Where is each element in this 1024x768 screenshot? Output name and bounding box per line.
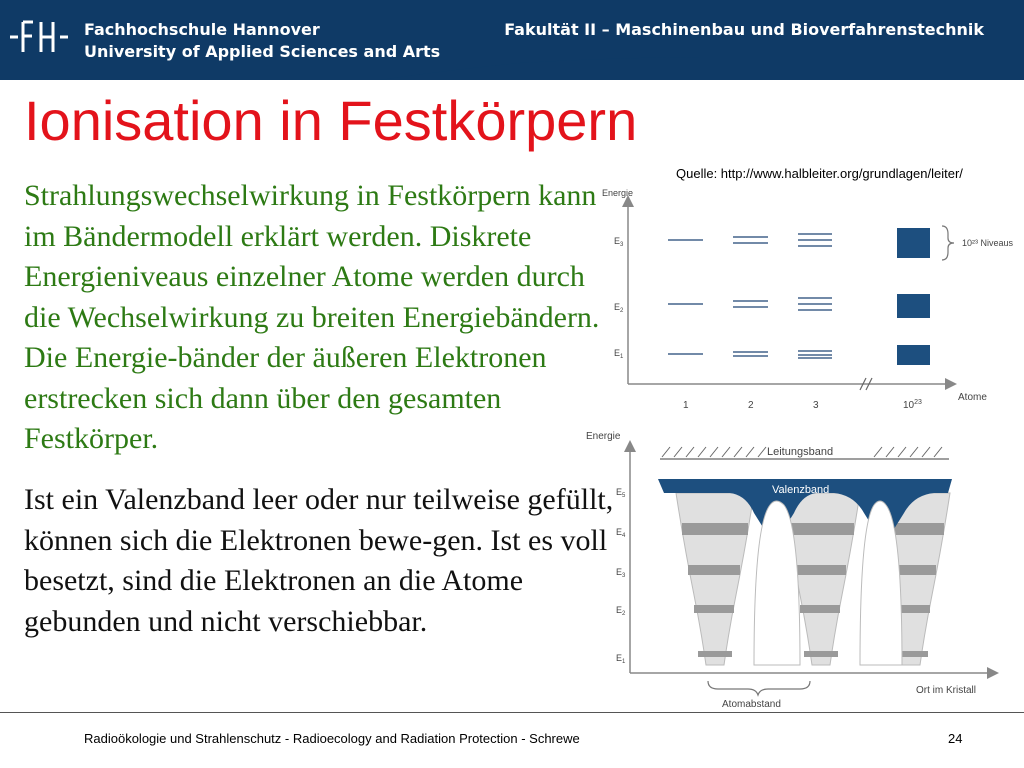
bottom-y-axis-label: Energie (586, 431, 621, 442)
top-x-tick-3: 3 (813, 400, 819, 411)
top-annotation: 10²³ Niveaus (962, 238, 1014, 248)
band-e3 (897, 228, 930, 258)
footer-text: Radioökologie und Strahlenschutz - Radioecology and Radiation Protection - Schrewe (84, 731, 580, 746)
top-x-tick-4: $10^{23}$ (903, 399, 922, 411)
conduction-band-label: Leitungsband (767, 446, 834, 458)
valence-band-label: Valenzband (772, 484, 830, 496)
energy-levels-diagram (598, 184, 1014, 414)
bottom-level-e3: $E_3$ (616, 567, 626, 579)
bottom-level-e5: $E_5$ (616, 487, 626, 499)
top-x-tick-1: 1 (683, 400, 689, 411)
page-number: 24 (948, 731, 963, 746)
band-e2 (897, 294, 930, 318)
top-level-e1: $E_1$ (614, 348, 624, 360)
logo (8, 16, 70, 58)
university-name-en: University of Applied Sciences and Arts (84, 42, 441, 61)
band-e1 (897, 345, 930, 365)
bottom-level-e1: $E_1$ (616, 653, 626, 665)
top-x-axis-label: Atome (958, 392, 987, 403)
paragraph-bandmodel: Strahlungswechselwirkung in Festkörpern kann im Bändermodell erklärt werden. Diskrete Energieniveaus einzelner Atome werden durch die Wechselwirkung zu breiten Energiebändern. Die Energie-bänder der äußeren Elektronen erstrecken sich dann über den gesamten Festkörper. (24, 179, 600, 455)
paragraph-valence: Ist ein Valenzband leer oder nur teilweise gefüllt, können sich die Elektronen bewe-gen. Ist es voll besetzt, sind die Elektronen an die Atome gebunden und nicht verschiebbar. (24, 483, 614, 638)
bottom-level-e4: $E_4$ (616, 527, 626, 539)
source-citation: Quelle: http://www.halbleiter.org/grundlagen/leiter/ (676, 166, 963, 181)
footer-divider (0, 712, 1024, 713)
atom-distance-label: Atomabstand (722, 699, 781, 710)
location-label: Ort im Kristall (916, 685, 976, 696)
faculty-name: Fakultät II – Maschinenbau und Bioverfahrenstechnik (504, 20, 984, 39)
top-y-axis-label: Energie (602, 188, 634, 198)
bottom-level-e2: $E_2$ (616, 605, 626, 617)
top-level-e3: $E_3$ (614, 236, 624, 248)
top-level-e2: $E_2$ (614, 302, 624, 314)
slide-title: Ionisation in Festkörpern (24, 89, 638, 152)
university-name-de: Fachhochschule Hannover (84, 20, 320, 39)
band-model-diagram (584, 425, 1004, 711)
top-x-tick-2: 2 (748, 400, 754, 411)
